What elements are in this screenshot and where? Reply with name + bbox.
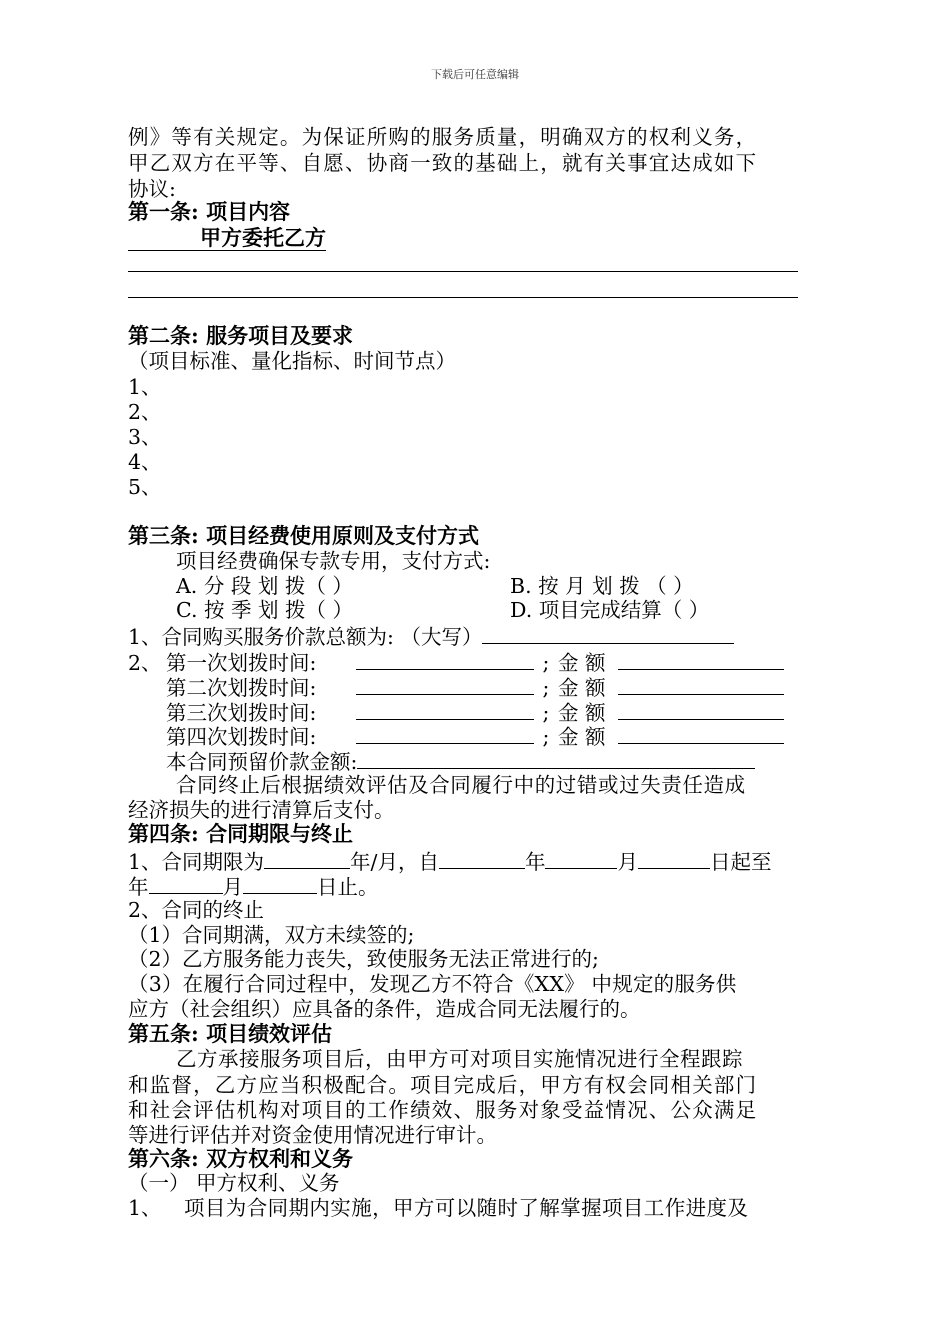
content-blank-line-1[interactable]	[128, 271, 798, 272]
entrust-text: 甲方委托乙方	[128, 226, 326, 251]
payment-semicolon: ;	[542, 676, 550, 700]
term-length-blank[interactable]	[264, 847, 350, 869]
amount-label: 金 额	[558, 701, 606, 725]
article-1-title: 第一条: 项目内容	[128, 199, 291, 224]
evaluation-line-1: 乙方承接服务项目后，由甲方可对项目实施情况进行全程跟踪	[176, 1047, 743, 1071]
end-month-blank[interactable]	[243, 872, 317, 894]
amount-label: 金 额	[558, 725, 606, 749]
termination-item-1: （1）合同期满，双方未续签的;	[128, 923, 415, 947]
payment-semicolon: ;	[542, 651, 550, 675]
intro-line-1: 例》等有关规定。为保证所购的服务质量，明确双方的权利义务，	[128, 125, 758, 149]
settle-line-1: 合同终止后根据绩效评估及合同履行中的过错或过失责任造成	[176, 773, 746, 797]
option-b: B. 按 月 划 拨 （ ）	[510, 574, 694, 598]
payment-label: 第一次划拨时间:	[166, 651, 317, 675]
article-3-title: 第三条: 项目经费使用原则及支付方式	[128, 523, 480, 548]
amount-label: 金 额	[558, 651, 606, 675]
month-label: 月	[222, 875, 243, 899]
amount-blank[interactable]	[618, 673, 784, 695]
month-label: 月	[617, 850, 638, 874]
payment-row-1	[128, 648, 784, 676]
article-1-entrust	[128, 225, 326, 251]
termination-item-3b: 应方（社会组织）应具备的条件，造成合同无法履行的。	[128, 997, 641, 1021]
amount-blank[interactable]	[618, 698, 784, 720]
evaluation-line-3: 和社会评估机构对项目的工作绩效、服务对象受益情况、公众满足	[128, 1098, 758, 1122]
evaluation-line-4: 等进行评估并对资金使用情况进行审计。	[128, 1123, 497, 1147]
intro-line-3: 协议:	[128, 177, 176, 201]
termination-item-3a: （3）在履行合同过程中，发现乙方不符合《XX》 中规定的服务供	[128, 972, 737, 996]
list-item: 2、	[128, 400, 162, 424]
reserve-blank[interactable]	[357, 747, 755, 769]
termination-item-2: （2）乙方服务能力丧失，致使服务无法正常进行的;	[128, 947, 599, 971]
list-item: 5、	[128, 475, 162, 499]
amount-blank[interactable]	[618, 648, 784, 670]
payment-row-2	[166, 673, 784, 701]
list-item: 3、	[128, 425, 162, 449]
article-2-title: 第二条: 服务项目及要求	[128, 323, 354, 348]
list-item: 1、	[128, 375, 162, 399]
party-a-subheading: （一） 甲方权利、义务	[128, 1171, 340, 1195]
article-5-title: 第五条: 项目绩效评估	[128, 1021, 333, 1046]
content-blank-line-2[interactable]	[128, 297, 798, 298]
payment-date-blank[interactable]	[356, 698, 534, 720]
option-d: D. 项目完成结算（ ）	[510, 598, 710, 622]
amount-blank[interactable]	[618, 722, 784, 744]
payment-label: 第三次划拨时间:	[166, 701, 317, 725]
term-label: 1、合同期限为	[128, 850, 265, 874]
start-day-blank[interactable]	[638, 847, 710, 869]
payment-label: 第四次划拨时间:	[166, 725, 317, 749]
article-4-title: 第四条: 合同期限与终止	[128, 821, 354, 846]
payment-label: 第二次划拨时间:	[166, 676, 317, 700]
end-year-blank[interactable]	[149, 872, 223, 894]
reserve-label: 本合同预留价款金额:	[166, 750, 358, 774]
option-c: C. 按 季 划 拨（ ）	[176, 598, 354, 622]
payment-prefix: 2、	[128, 651, 162, 675]
settle-line-2: 经济损失的进行清算后支付。	[128, 798, 395, 822]
item-text: 项目为合同期内实施，甲方可以随时了解掌握项目工作进度及	[184, 1196, 749, 1220]
payment-semicolon: ;	[542, 701, 550, 725]
year-label: 年	[128, 875, 149, 899]
item-number: 1、	[128, 1196, 162, 1220]
total-price-blank[interactable]	[482, 622, 734, 644]
article-6-title: 第六条: 双方权利和义务	[128, 1146, 354, 1171]
payment-date-blank[interactable]	[356, 722, 534, 744]
term-line-1	[128, 847, 771, 875]
list-item: 4、	[128, 450, 162, 474]
end-label: 日止。	[317, 875, 379, 899]
reserve-row	[166, 747, 755, 775]
intro-line-2: 甲乙双方在平等、自愿、协商一致的基础上，就有关事宜达成如下	[128, 151, 758, 175]
payment-semicolon: ;	[542, 725, 550, 749]
year-label: 年	[524, 850, 546, 874]
total-price-row	[128, 622, 734, 650]
amount-label: 金 额	[558, 676, 606, 700]
article-2-note: （项目标准、量化指标、时间节点）	[128, 349, 456, 373]
payment-row-4	[166, 722, 784, 750]
payment-lead: 项目经费确保专款专用，支付方式:	[176, 549, 491, 573]
total-price-label: 1、合同购买服务价款总额为: （大写）	[128, 625, 483, 649]
termination-heading: 2、合同的终止	[128, 898, 265, 922]
page-header: 下载后可任意编辑	[431, 68, 519, 81]
start-year-blank[interactable]	[439, 847, 525, 869]
term-line-2	[128, 872, 379, 900]
evaluation-line-2: 和监督，乙方应当积极配合。项目完成后，甲方有权会同相关部门	[128, 1073, 758, 1097]
start-month-blank[interactable]	[545, 847, 617, 869]
option-a: A. 分 段 划 拨（ ）	[176, 574, 353, 598]
day-label: 日起至	[709, 850, 772, 874]
payment-date-blank[interactable]	[356, 673, 534, 695]
payment-date-blank[interactable]	[356, 648, 534, 670]
party-a-item-1	[128, 1195, 748, 1221]
term-unit: 年/月，自	[350, 850, 439, 874]
